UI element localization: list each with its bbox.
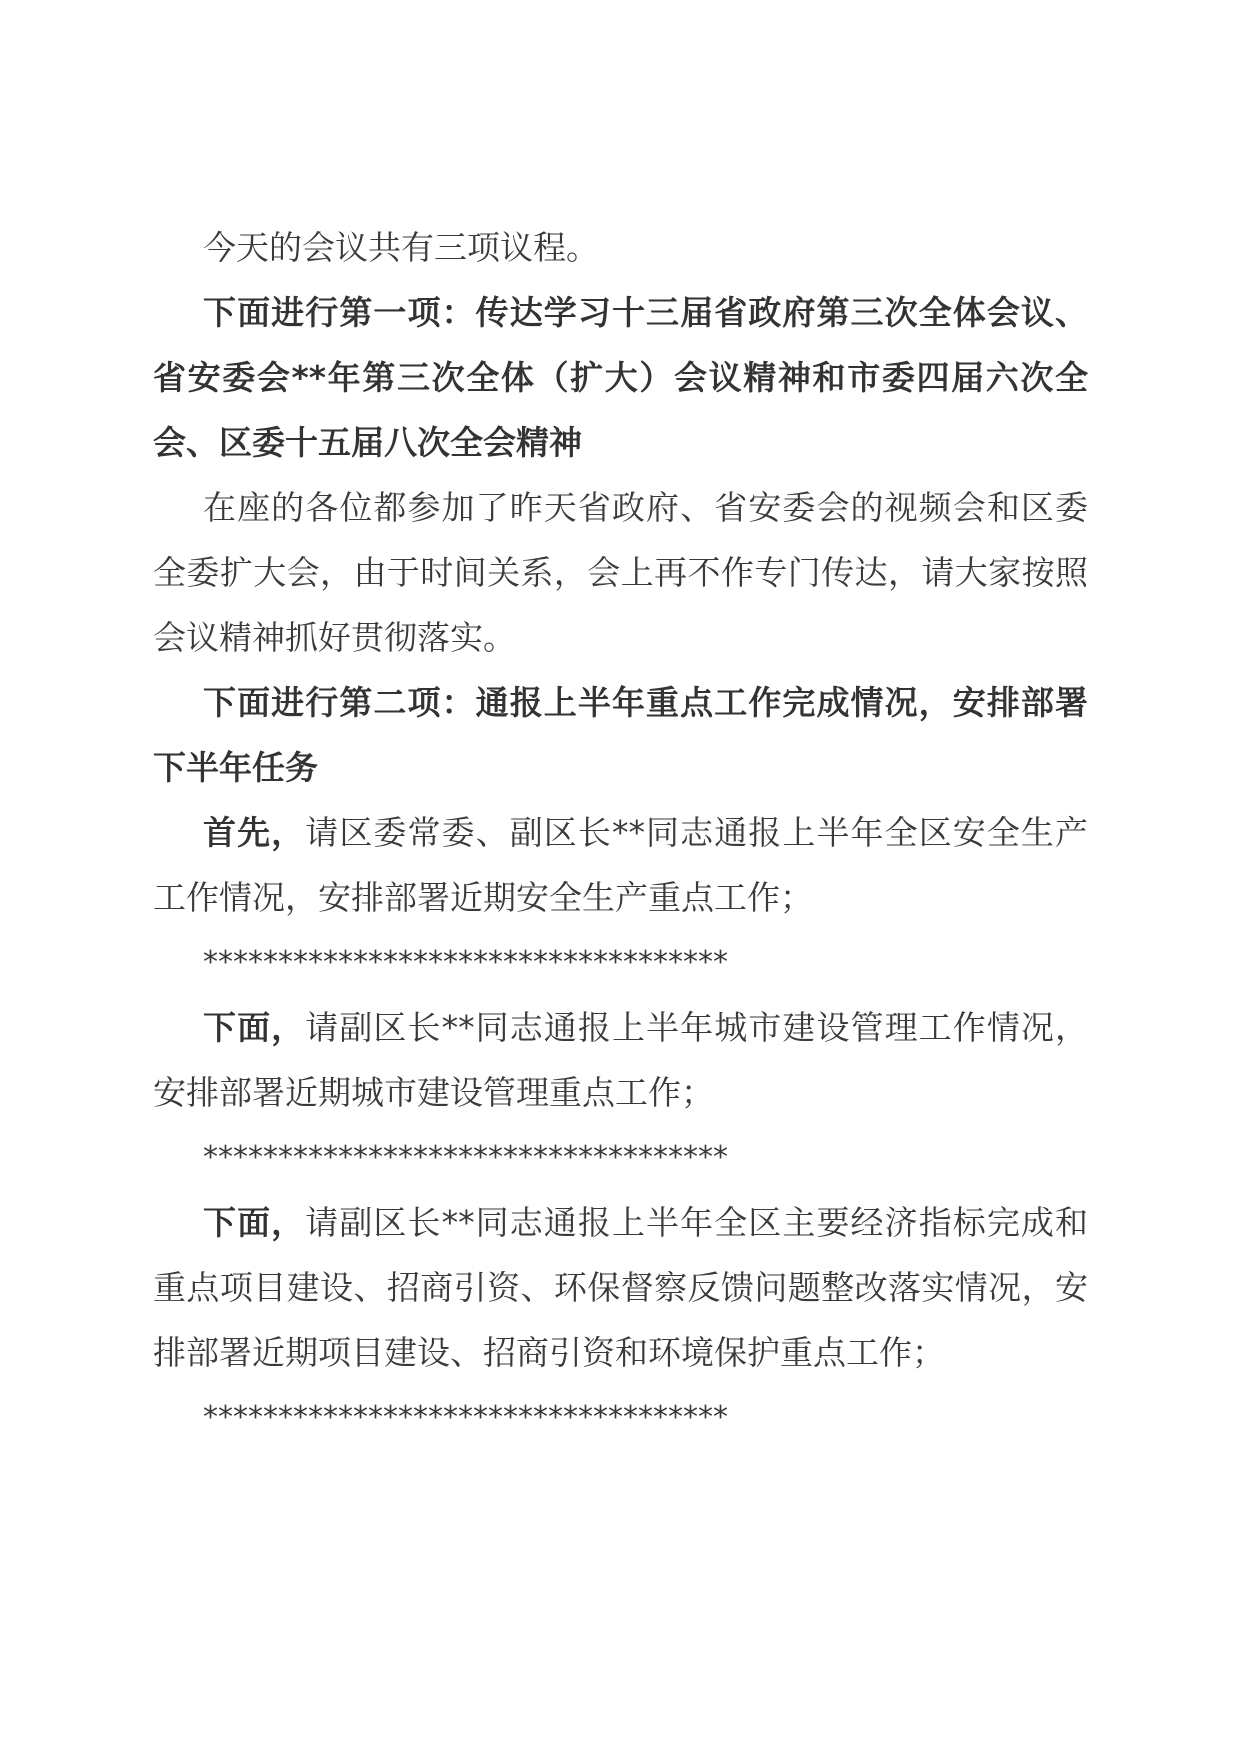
heading-item-two: 下面进行第二项：通报上半年重点工作完成情况，安排部署下半年任务	[153, 683, 1088, 787]
paragraph-second-report	[153, 995, 1088, 1125]
separator-stars-2: ***********************************	[203, 1140, 728, 1175]
lead-next-1: 下面，	[203, 1008, 306, 1047]
separator-stars-3: ***********************************	[203, 1400, 728, 1435]
text-third-report: 请副区长**同志通报上半年全区主要经济指标完成和重点项目建设、招商引资、环保督察反馈问题整改落实情况，安排部署近期项目建设、招商引资和环境保护重点工作；	[153, 1203, 1089, 1372]
paragraph-agenda-intro: 今天的会议共有三项议程。	[203, 228, 599, 267]
paragraph-third-report	[153, 1190, 1088, 1385]
text-first-report: 请区委常委、副区长**同志通报上半年全区安全生产工作情况，安排部署近期安全生产重点工作；	[153, 813, 1089, 917]
lead-next-2: 下面，	[203, 1203, 306, 1242]
text-second-report: 请副区长**同志通报上半年城市建设管理工作情况，安排部署近期城市建设管理重点工作；	[153, 1008, 1089, 1112]
heading-item-one: 下面进行第一项：传达学习十三届省政府第三次全体会议、省安委会**年第三次全体（扩大）会议精神和市委四届六次全会、区委十五届八次全会精神	[153, 293, 1088, 462]
paragraph-first-report	[153, 800, 1088, 930]
lead-first: 首先，	[203, 813, 306, 852]
paragraph-item-one-body: 在座的各位都参加了昨天省政府、省安委会的视频会和区委全委扩大会，由于时间关系，会上再不作专门传达，请大家按照会议精神抓好贯彻落实。	[153, 488, 1088, 657]
document-body	[153, 215, 1088, 1450]
separator-stars-1: ***********************************	[203, 945, 728, 980]
